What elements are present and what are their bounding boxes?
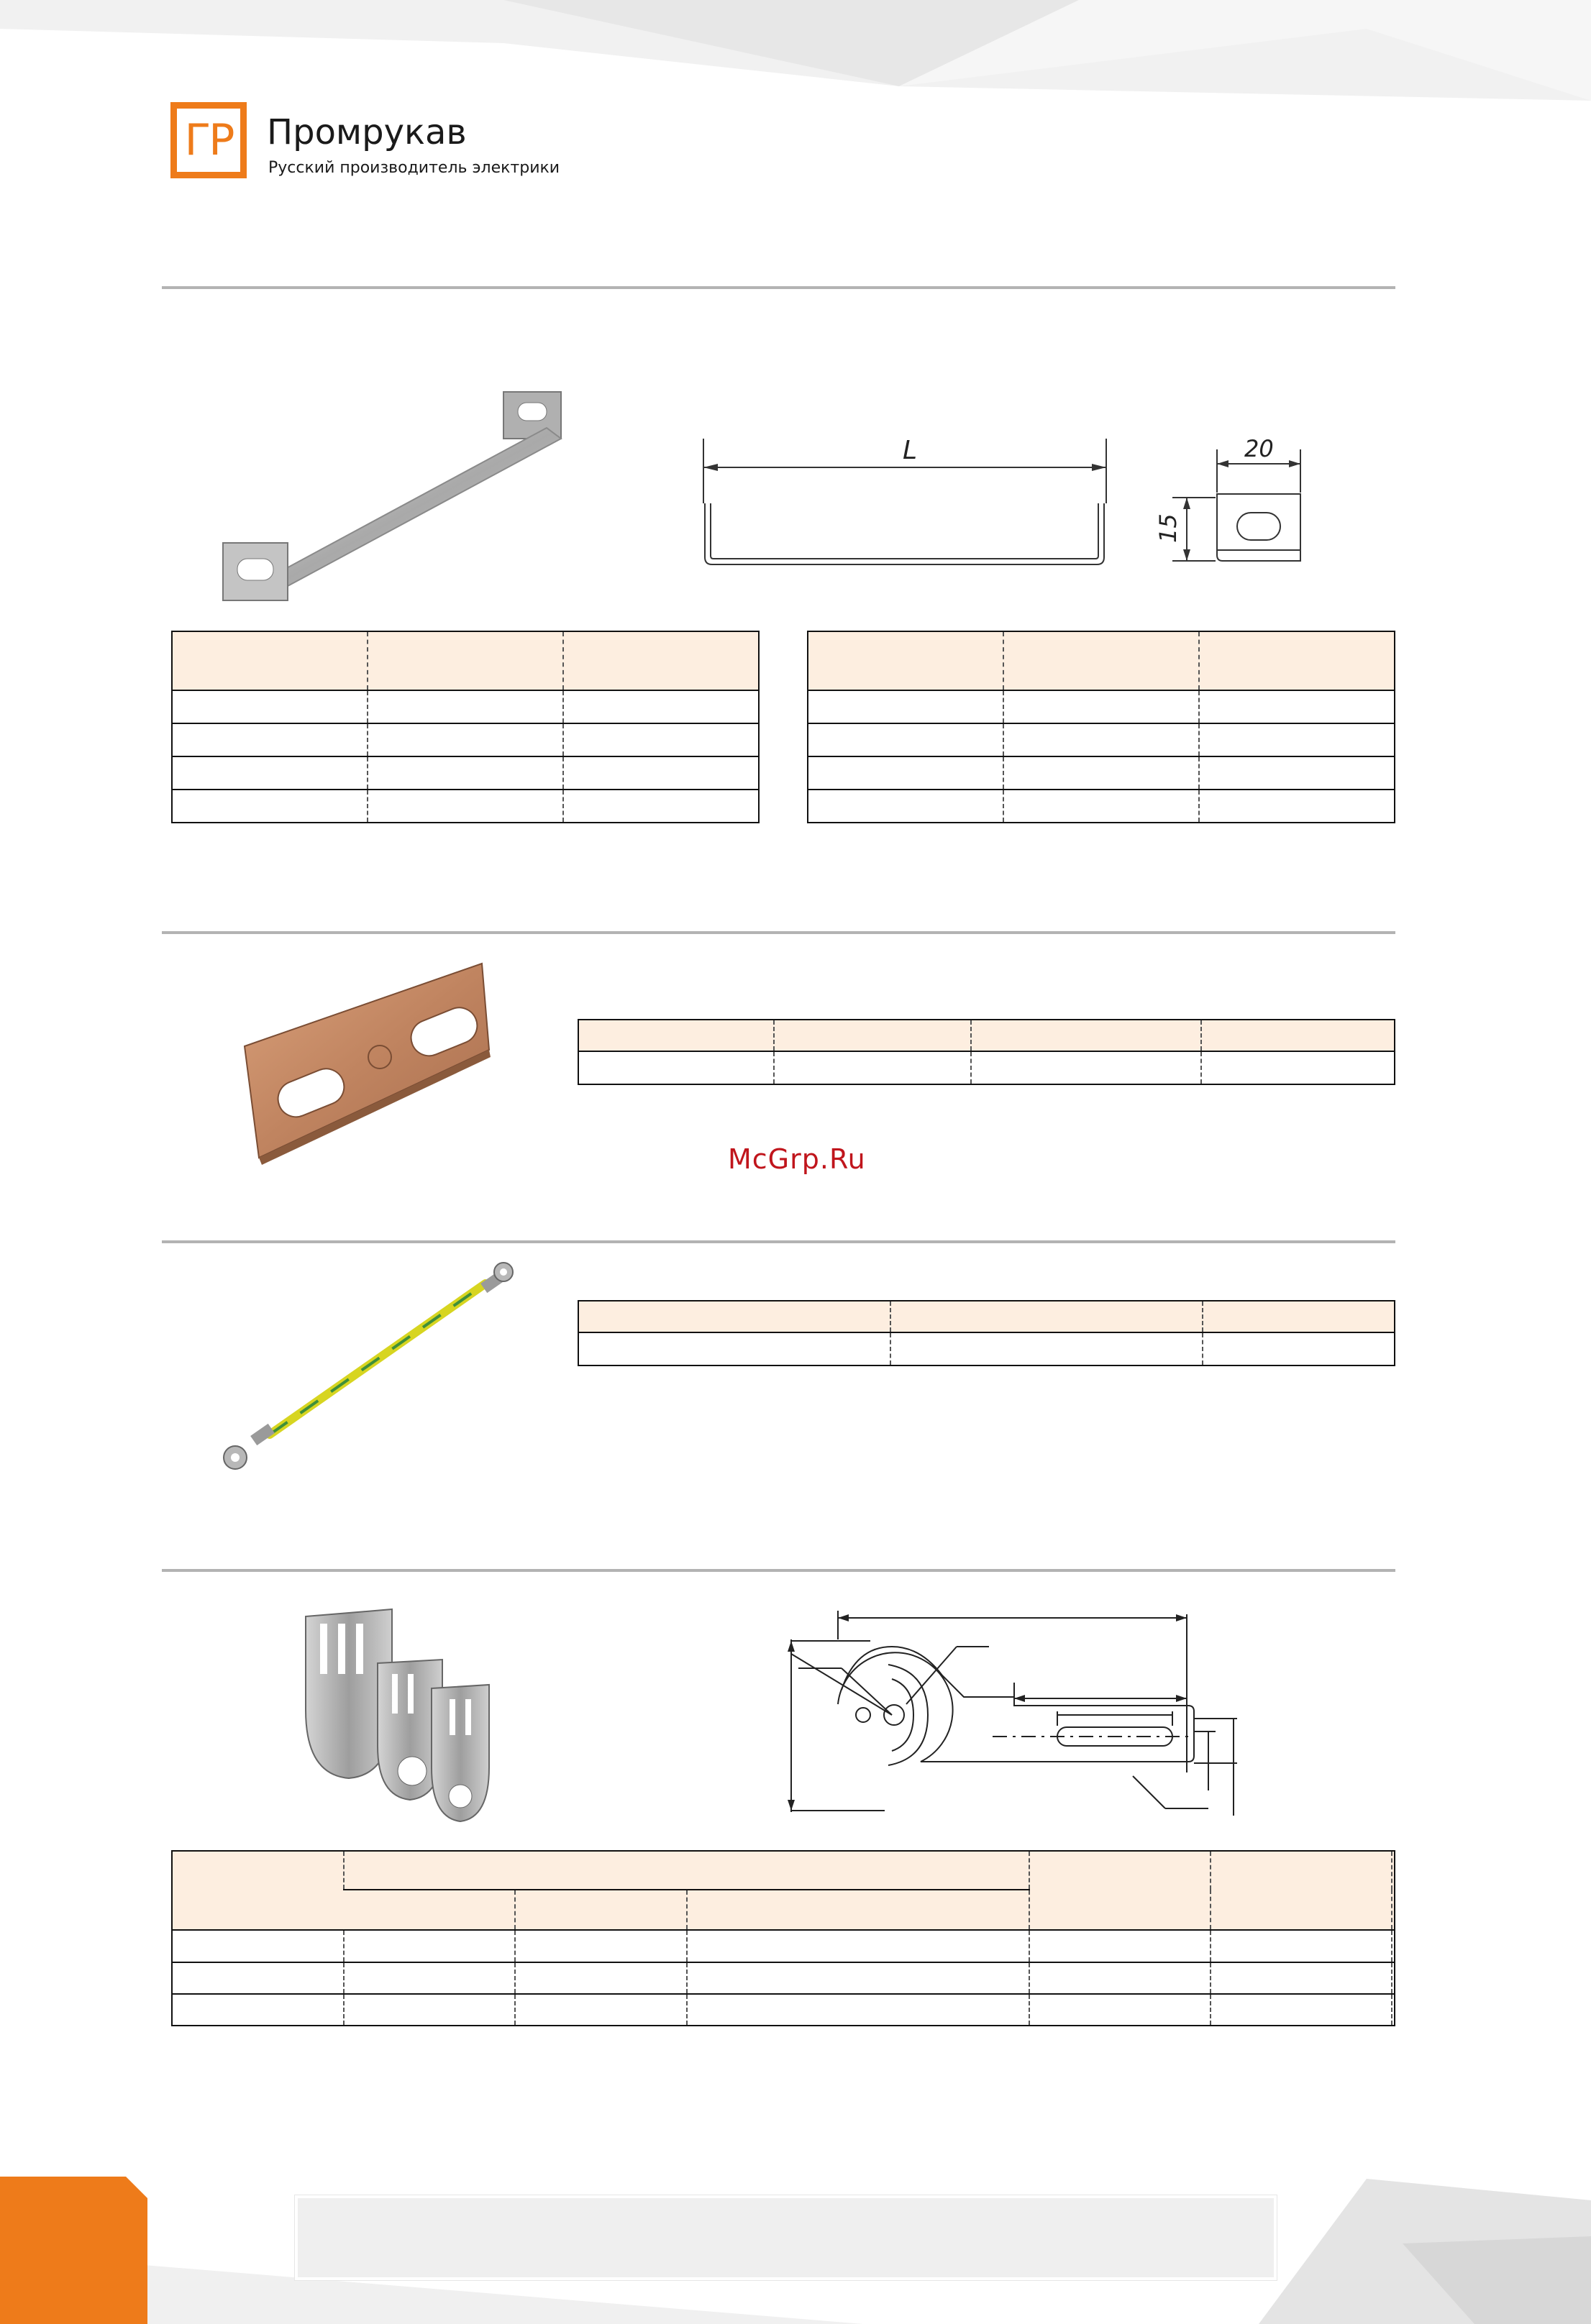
- brand-logo: [170, 102, 247, 178]
- height-label: 15: [1154, 513, 1182, 543]
- section-divider: [162, 1569, 1395, 1572]
- footer-panel: [295, 2195, 1277, 2280]
- logo-letters: ГР: [184, 115, 233, 165]
- copper-plate-table: [578, 1019, 1395, 1085]
- section-divider: [162, 1240, 1395, 1243]
- copper-plate-image: [237, 956, 503, 1165]
- width-label: 20: [1244, 435, 1274, 462]
- ground-cable-image: [212, 1262, 521, 1478]
- u-clamp-image: [284, 1602, 507, 1839]
- brand-tagline: Русский производитель электрики: [268, 159, 560, 177]
- page-corner-tab: [0, 2177, 147, 2324]
- length-label: L: [903, 436, 918, 465]
- ground-cable-table: [578, 1300, 1395, 1366]
- connector-bracket-image: [201, 370, 590, 615]
- section-divider: [162, 286, 1395, 289]
- u-clamp-table: [171, 1850, 1395, 2026]
- brand-name: Промрукав: [267, 112, 467, 152]
- bracket-length-drawing: [690, 424, 1122, 575]
- bracket-table-left: [171, 631, 760, 823]
- bracket-table-right: [807, 631, 1395, 823]
- watermark: McGrp.Ru: [728, 1143, 866, 1175]
- bracket-profile-drawing: [1151, 428, 1316, 579]
- u-clamp-drawing: [777, 1604, 1252, 1841]
- section-divider: [162, 931, 1395, 934]
